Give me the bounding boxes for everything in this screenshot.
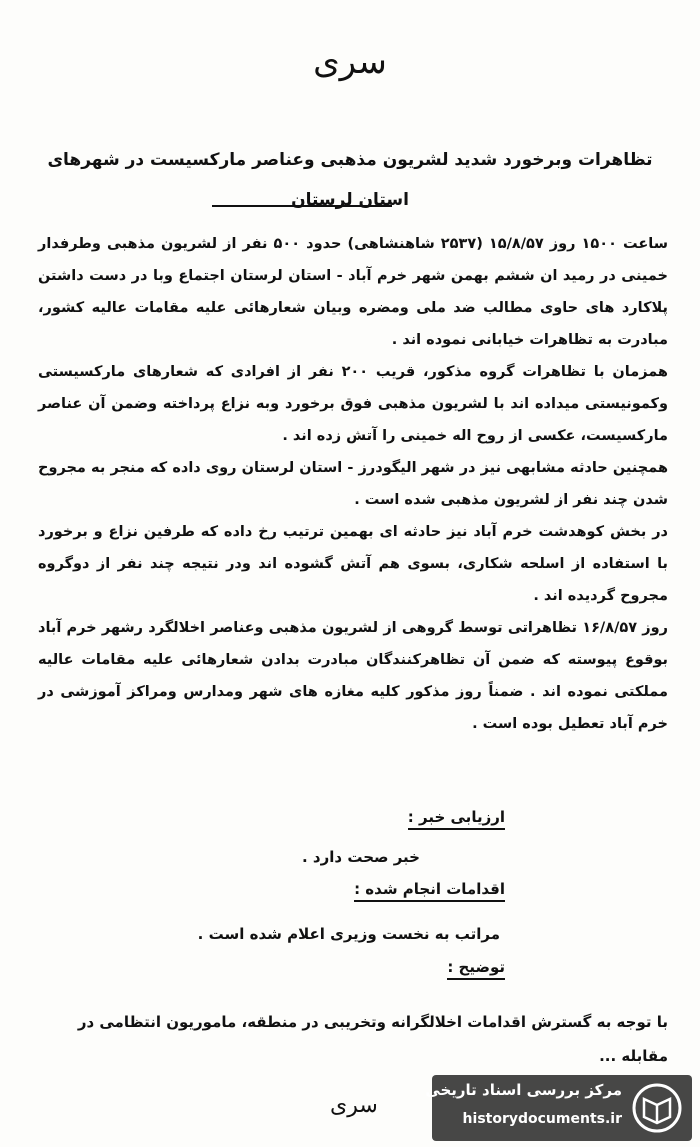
document-title: تظاهرات وبرخورد شدید لشریون مذهبی وعناصر مارکسیست در شهرهای استان لرستان	[47, 150, 653, 210]
classification-heading: سری	[313, 42, 387, 82]
paragraph: روز ۱۶/۸/۵۷ تظاهراتی توسط گروهی از لشریون مذهبی وعناصر اخلالگرد رشهر خرم آباد بوقوع پیوسته که ضمن آن تظاهرکنندگان مبادرت بدادن شعارهائی علیه مقامات عالیه مملکتی نموده اند . ضمناً روز مذکور کلیه مغازه های شهر ومدارس ومراکز آموزشی در خرم آباد تعطیل بوده است .	[38, 620, 668, 732]
actions-label: اقدامات انجام شده :	[354, 880, 505, 902]
paragraph: همزمان با تظاهرات گروه مذکور، قریب ۲۰۰ نفر از افرادی که شعارهای مارکسیستی وکمونیستی میداده اند با لشریون مذهبی فوق برخورد وبه نزاع پرداخته وضمن آن عناصر مارکسیست، عکسی از روح اله خمینی را آتش زده اند .	[38, 364, 668, 444]
actions-field	[354, 880, 505, 902]
document-body	[38, 228, 668, 740]
book-logo-icon	[632, 1083, 682, 1133]
notes-field	[447, 958, 505, 980]
watermark-url: historydocuments.ir	[462, 1111, 622, 1127]
evaluation-value: خبر صحت دارد .	[302, 848, 420, 866]
evaluation-label: ارزیابی خبر :	[408, 808, 505, 830]
actions-value: مراتب به نخست وزیری اعلام شده است .	[197, 925, 500, 943]
title-underline	[212, 205, 392, 207]
watermark-name: مرکز بررسی اسناد تاریخی	[425, 1081, 622, 1099]
footer-classification-mark: سری	[330, 1093, 378, 1118]
archive-watermark	[425, 1075, 692, 1141]
paragraph: همچنین حادثه مشابهی نیز در شهر الیگودرز - استان لرستان روی داده که منجر به مجروح شدن چند نفر از لشریون مذهبی شده است .	[38, 460, 668, 508]
paragraph: در بخش کوهدشت خرم آباد نیز حادثه ای بهمین ترتیب رخ داده که طرفین نزاع و برخورد با استفاده از اسلحه شکاری، بسوی هم آتش گشوده اند ودر نتیجه چند نفر از دوگروه مجروح گردیده اند .	[38, 524, 668, 604]
notes-value: با توجه به گسترش اقدامات اخلالگرانه وتخریبی در منطقه، ماموریون انتظامی در مقابله ...	[77, 1013, 668, 1065]
evaluation-field	[408, 808, 505, 830]
notes-label: توضیح :	[447, 958, 505, 980]
paragraph: ساعت ۱۵۰۰ روز ۱۵/۸/۵۷ (۲۵۳۷ شاهنشاهی) حدود ۵۰۰ نفر از لشریون مذهبی وطرفدار خمینی در رمید ان ششم بهمن شهر خرم آباد - استان لرستان اجتماع وبا در دست داشتن پلاکارد های حاوی مطالب ضد ملی ومضره وبیان شعارهائی علیه مقامات عالیه کشور، مبادرت به تظاهرات خیابانی نموده اند .	[38, 236, 668, 348]
